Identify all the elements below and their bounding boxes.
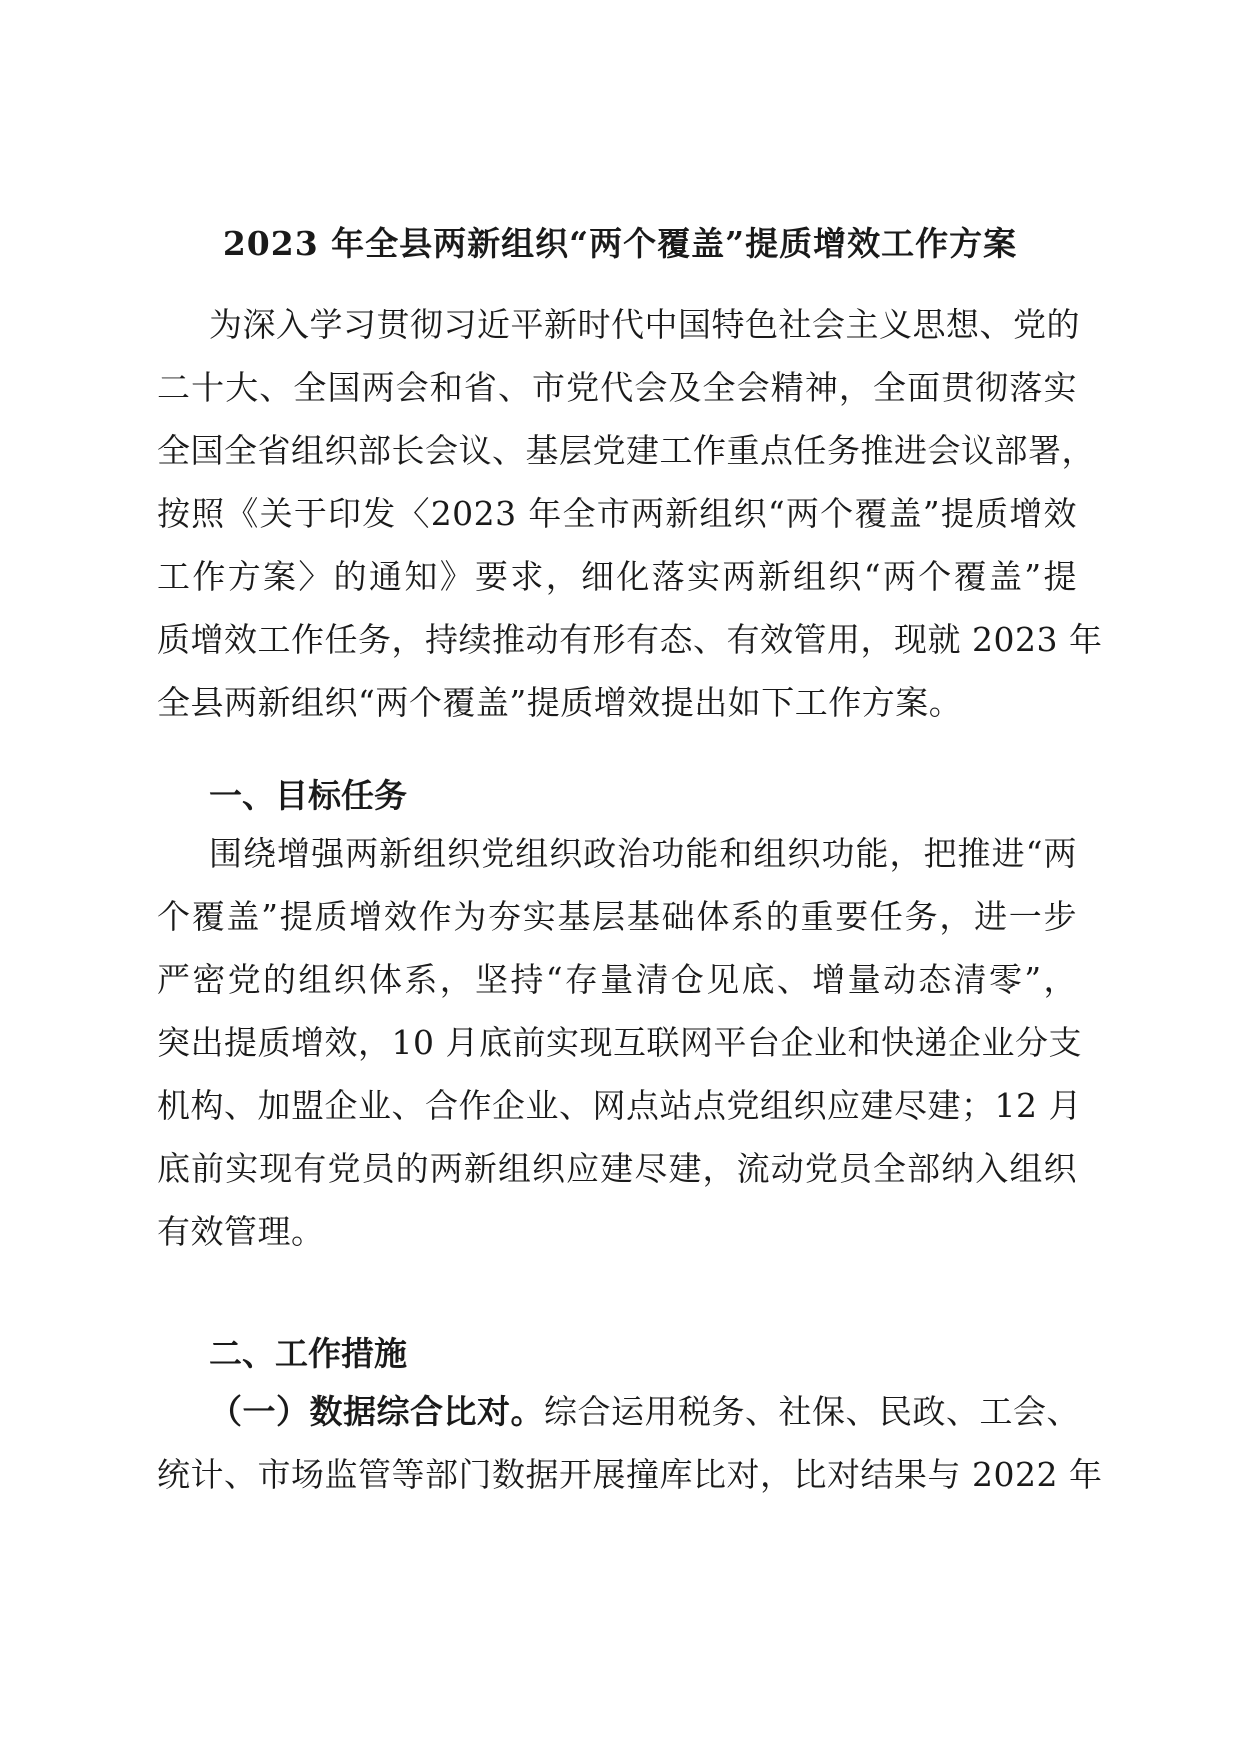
measure-lead: （一）数据综合比对。 [209,1392,544,1431]
measures-paragraph [157,1380,1103,1506]
paragraph-line: 质增效工作任务，持续推动有形有态、有效管用，现就 2023 年 [157,620,1103,659]
paragraph-line: 严密党的组织体系，坚持“存量清仓见底、增量动态清零”， [157,960,1077,999]
intro-paragraph [157,293,1103,734]
section-heading-measures: 二、工作措施 [209,1334,407,1373]
paragraph-line: 按照《关于印发〈2023 年全市两新组织“两个覆盖”提质增效 [157,494,1077,533]
paragraph-line: 围绕增强两新组织党组织政治功能和组织功能，把推进“两 [209,834,1077,873]
measure-text: 综合运用税务、社保、民政、工会、 [544,1392,1080,1431]
paragraph-line: 为深入学习贯彻习近平新时代中国特色社会主义思想、党的 [209,305,1080,344]
paragraph-line: 工作方案〉的通知》要求，细化落实两新组织“两个覆盖”提 [157,557,1077,596]
document-title: 2023 年全县两新组织“两个覆盖”提质增效工作方案 [222,224,1018,263]
paragraph-line: 统计、市场监管等部门数据开展撞库比对，比对结果与 2022 年 [157,1455,1103,1494]
section-heading-goals: 一、目标任务 [209,776,407,815]
paragraph-line: 突出提质增效，10 月底前实现互联网平台企业和快递企业分支 [157,1023,1082,1062]
paragraph-line: 个覆盖”提质增效作为夯实基层基础体系的重要任务，进一步 [157,897,1077,936]
paragraph-line: 全县两新组织“两个覆盖”提质增效提出如下工作方案。 [157,683,963,722]
paragraph-line: 有效管理。 [157,1212,325,1251]
paragraph-line: 机构、加盟企业、合作企业、网点站点党组织应建尽建；12 月 [157,1086,1082,1125]
paragraph-line [157,1380,1080,1443]
goals-paragraph [157,822,1082,1263]
paragraph-line: 二十大、全国两会和省、市党代会及全会精神，全面贯彻落实 [157,368,1077,407]
paragraph-line: 全国全省组织部长会议、基层党建工作重点任务推进会议部署， [157,431,1095,470]
paragraph-line: 底前实现有党员的两新组织应建尽建，流动党员全部纳入组织 [157,1149,1077,1188]
